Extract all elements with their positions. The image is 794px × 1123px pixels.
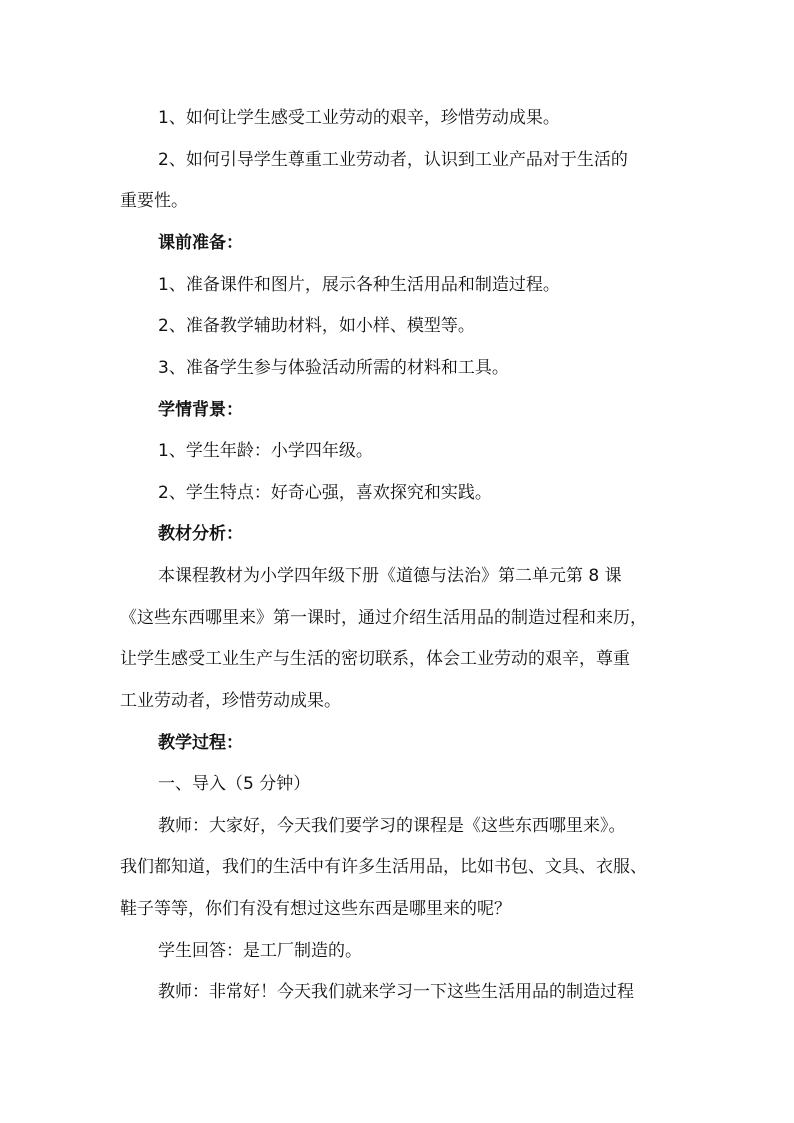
text-line: 1、准备课件和图片，展示各种生活用品和制造过程。 — [158, 275, 560, 295]
text-line: 1、学生年龄：小学四年级。 — [158, 441, 373, 461]
text-line: 2、准备教学辅助材料，如小样、模型等。 — [158, 316, 475, 336]
text-line: 一、导入（5 分钟） — [158, 774, 311, 794]
text-line: 2、如何引导学生尊重工业劳动者，认识到工业产品对于生活的 — [158, 150, 628, 170]
section-heading: 学情背景： — [158, 400, 243, 420]
section-heading: 教学过程： — [158, 733, 243, 753]
text-line: 工业劳动者，珍惜劳动成果。 — [120, 691, 341, 711]
text-line: 3、准备学生参与体验活动所需的材料和工具。 — [158, 358, 509, 378]
text-line: 学生回答：是工厂制造的。 — [158, 941, 362, 961]
text-line: 让学生感受工业生产与生活的密切联系，体会工业劳动的艰辛，尊重 — [120, 649, 630, 669]
text-line: 鞋子等等，你们有没有想过这些东西是哪里来的呢？ — [120, 899, 511, 919]
text-line: 本课程教材为小学四年级下册《道德与法治》第二单元第 8 课 — [158, 566, 622, 586]
section-heading: 教材分析： — [158, 524, 243, 544]
text-line: 2、学生特点：好奇心强，喜欢探究和实践。 — [158, 483, 492, 503]
text-line: 我们都知道，我们的生活中有许多生活用品，比如书包、文具、衣服、 — [120, 857, 647, 877]
text-line: 教师：大家好，今天我们要学习的课程是《这些东西哪里来》。 — [158, 816, 626, 836]
section-heading: 课前准备： — [158, 233, 243, 253]
text-line: 1、如何让学生感受工业劳动的艰辛，珍惜劳动成果。 — [158, 108, 560, 128]
text-line: 重要性。 — [120, 191, 188, 211]
text-line: 《这些东西哪里来》第一课时，通过介绍生活用品的制造过程和来历， — [120, 608, 647, 628]
text-line: 教师：非常好！今天我们就来学习一下这些生活用品的制造过程 — [158, 982, 634, 1002]
